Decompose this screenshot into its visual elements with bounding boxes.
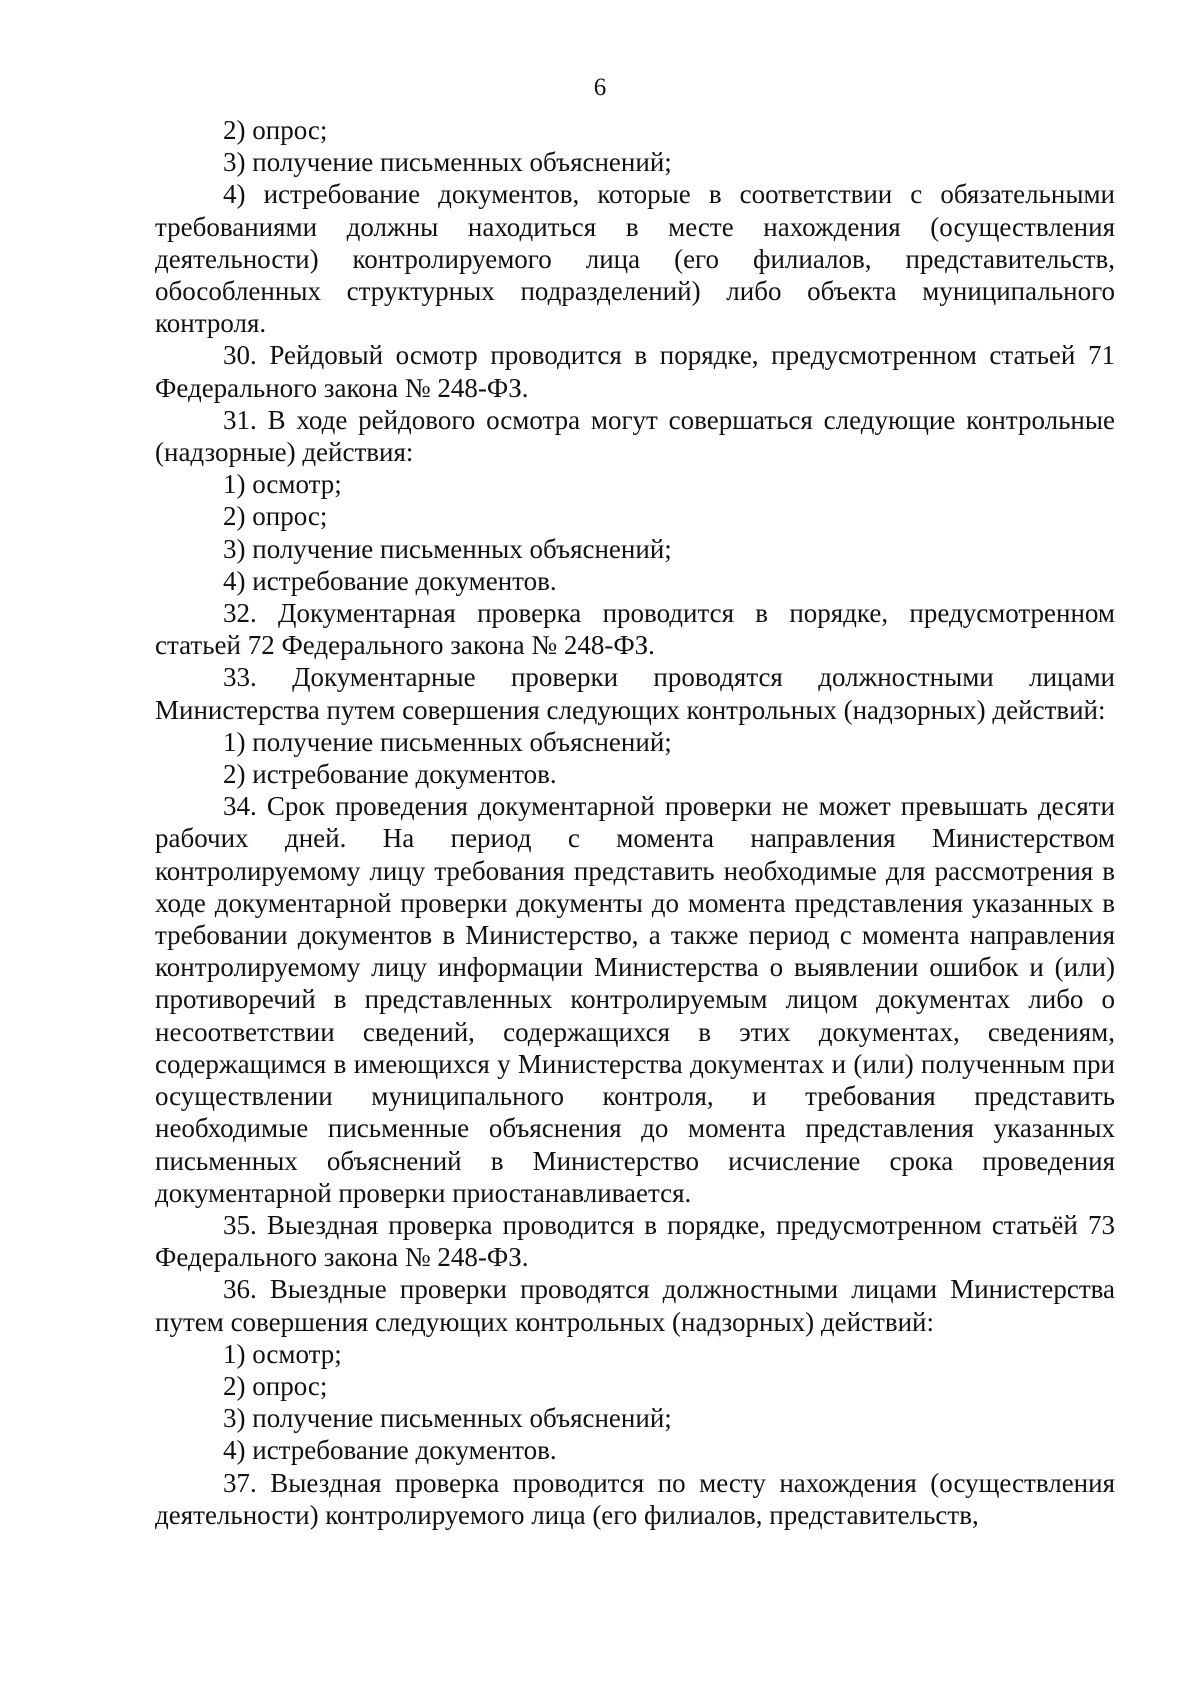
list-item-1-osmotr: 1) осмотр; bbox=[223, 1338, 342, 1369]
list-item-2-opros: 2) опрос; bbox=[223, 501, 328, 532]
paragraph-35: 35. Выездная проверка проводится в порядке, предусмотренном статьёй 73 Федерального закона № 248-ФЗ. bbox=[155, 1209, 1115, 1273]
list-item-2-opros: 2) опрос; bbox=[223, 115, 328, 145]
paragraph-33: 33. Документарные проверки проводятся должностными лицами Министерства путем совершения следующих контрольных (надзорных) действий: bbox=[155, 662, 1115, 725]
list-item-4-documents-request: 4) истребование документов, которые в соответствии с обязательными требованиями должны находиться в месте нахождения (осуществления деятельности) контролируемого лица (его филиалов, представительств, обособленных структурных подразделений) либо объекта муниципального контроля. bbox=[155, 179, 1115, 339]
list-item-1-osmotr: 1) осмотр; bbox=[223, 469, 342, 500]
paragraph-31: 31. В ходе рейдового осмотра могут совершаться следующие контрольные (надзорные) действия: bbox=[155, 404, 1115, 468]
paragraph-34: 34. Срок проведения документарной проверки не может превышать десяти рабочих дней. На период с момента направления Министерством контролируемому лицу требования представить необходимые для рассмотрения в ходе документарной проверки документы до момента представления указанных в требовании документов в Министерство, а также период с момента направления контролируемому лицу информации Министерства о выявлении ошибок и (или) противоречий в представленных контролируемым лицом документах либо о несоответствии сведений, содержащихся в этих документах, сведениям, содержащимся в имеющихся у Министерства документах и (или) полученным при осуществлении муниципального контроля, и требования представить необходимые письменные объяснения до момента представления указанных письменных объяснений в Министерство исчисление срока проведения документарной проверки приостанавливается. bbox=[155, 791, 1115, 1208]
page-number: 6 bbox=[593, 74, 607, 101]
paragraph-37: 37. Выездная проверка проводится по месту нахождения (осуществления деятельности) контролируемого лица (его филиалов, представительств, bbox=[155, 1467, 1115, 1530]
list-item-3-explanations: 3) получение письменных объяснений; bbox=[223, 1403, 672, 1434]
list-item-4-documents: 4) истребование документов. bbox=[223, 565, 557, 596]
paragraph-30: 30. Рейдовый осмотр проводится в порядке, предусмотренном статьей 71 Федерального закона № 248-ФЗ. bbox=[155, 340, 1115, 403]
list-item-1-explanations: 1) получение письменных объяснений; bbox=[223, 726, 672, 757]
list-item-4-documents: 4) истребование документов. bbox=[223, 1435, 557, 1466]
list-item-2-documents: 2) истребование документов. bbox=[223, 759, 557, 790]
list-item-3-explanations: 3) получение письменных объяснений; bbox=[223, 533, 672, 564]
list-item-3-explanations: 3) получение письменных объяснений; bbox=[223, 147, 672, 178]
list-item-2-opros: 2) опрос; bbox=[223, 1370, 328, 1401]
document-body bbox=[155, 114, 1115, 1531]
paragraph-32: 32. Документарная проверка проводится в порядке, предусмотренном статьей 72 Федерального закона № 248-ФЗ. bbox=[155, 598, 1115, 661]
paragraph-36: 36. Выездные проверки проводятся должностными лицами Министерства путем совершения следующих контрольных (надзорных) действий: bbox=[155, 1274, 1115, 1337]
